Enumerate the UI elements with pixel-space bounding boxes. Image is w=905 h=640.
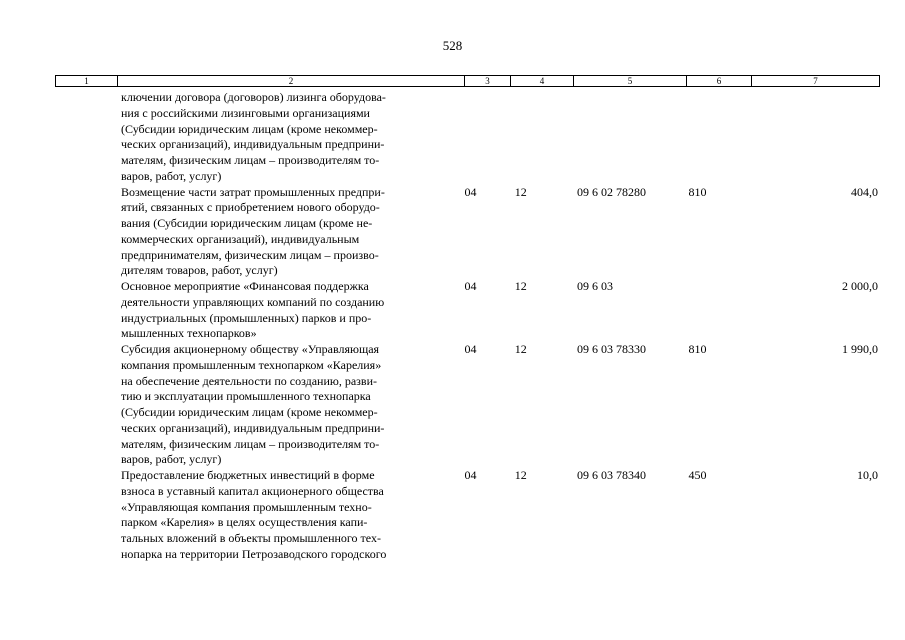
header-col-1: 1 — [56, 76, 118, 86]
row-target-article: 09 6 03 — [576, 279, 613, 293]
row-target-article: 09 6 02 78280 — [576, 184, 646, 199]
table-row — [55, 90, 878, 185]
row-expense-type: 810 — [688, 342, 707, 356]
header-col-6: 6 — [687, 76, 752, 86]
row-amount — [756, 90, 878, 185]
row-amount: 1 990,0 — [841, 342, 878, 356]
row-subsection — [515, 90, 577, 185]
row-description: ключении договора (договоров) лизинга оборудова- ния с российскими лизинговыми организациями (Субсидии юридическим лицам (кроме некоммер- ческих организаций), индивидуальным предприни- мателям, физическим лицам – производителям то- варов, работ, услуг) — [121, 90, 386, 183]
row-amount: 2 000,0 — [841, 279, 878, 293]
row-expense-type — [689, 90, 756, 185]
row-subsection: 12 — [514, 342, 527, 356]
row-section: 04 — [464, 342, 477, 356]
table-header — [55, 75, 880, 87]
row-target-article: 09 6 03 78330 — [576, 342, 646, 356]
row-subsection: 12 — [514, 468, 527, 482]
row-subsection: 12 — [514, 184, 527, 199]
row-description: Предоставление бюджетных инвестиций в форме взноса в уставный капитал акционерного общества «Управляющая компания промышленным техно- парком «Карелия» в целях осуществления капи- тальных вложений в объекты промышленного тех- нопарка на территории Петрозаводского городского — [121, 468, 387, 561]
row-description: Субсидия акционерному обществу «Управляющая компания промышленным технопарком «Карелия» на обеспечение деятельности по созданию, разви- тию и эксплуатации промышленного технопарка (Субсидии юридическим лицам (кроме некоммер- ческих организаций), индивидуальным предприни- мателям, физическим лицам – производителям то- варов, работ, услуг) — [121, 342, 385, 467]
row-section: 04 — [464, 468, 477, 482]
row-expense-type: 450 — [688, 468, 707, 482]
row-section: 04 — [464, 184, 477, 199]
row-section: 04 — [464, 279, 477, 293]
row-description: Возмещение части затрат промышленных предпри- ятий, связанных с приобретением нового оборудо- вания (Субсидии юридическим лицам (кроме не- коммерческих организаций), индивидуальным предпринимателям, физическим лицам – произво- дителям товаров, работ, услуг) — [121, 184, 385, 278]
header-col-7: 7 — [813, 76, 818, 86]
header-col-3: 3 — [465, 76, 511, 86]
header-col-2: 2 — [118, 76, 465, 86]
row-description: Основное мероприятие «Финансовая поддержка деятельности управляющих компаний по созданию индустриальных (промышленных) парков и про- мышленных технопарков» — [121, 279, 385, 341]
table-body — [55, 90, 878, 563]
page-number: 528 — [442, 38, 463, 53]
row-expense-type: 810 — [688, 184, 707, 199]
row-target-article: 09 6 03 78340 — [576, 468, 646, 482]
row-amount: 404,0 — [850, 184, 878, 199]
row-expense-type — [689, 279, 756, 342]
table-row — [55, 342, 878, 468]
table-row — [55, 185, 878, 280]
table-row — [55, 468, 878, 563]
row-target-article — [577, 90, 689, 185]
table-row — [55, 279, 878, 342]
row-section — [461, 90, 514, 185]
header-col-4: 4 — [511, 76, 574, 86]
row-subsection: 12 — [514, 279, 527, 293]
header-col-5: 5 — [574, 76, 687, 86]
row-amount: 10,0 — [856, 468, 878, 482]
